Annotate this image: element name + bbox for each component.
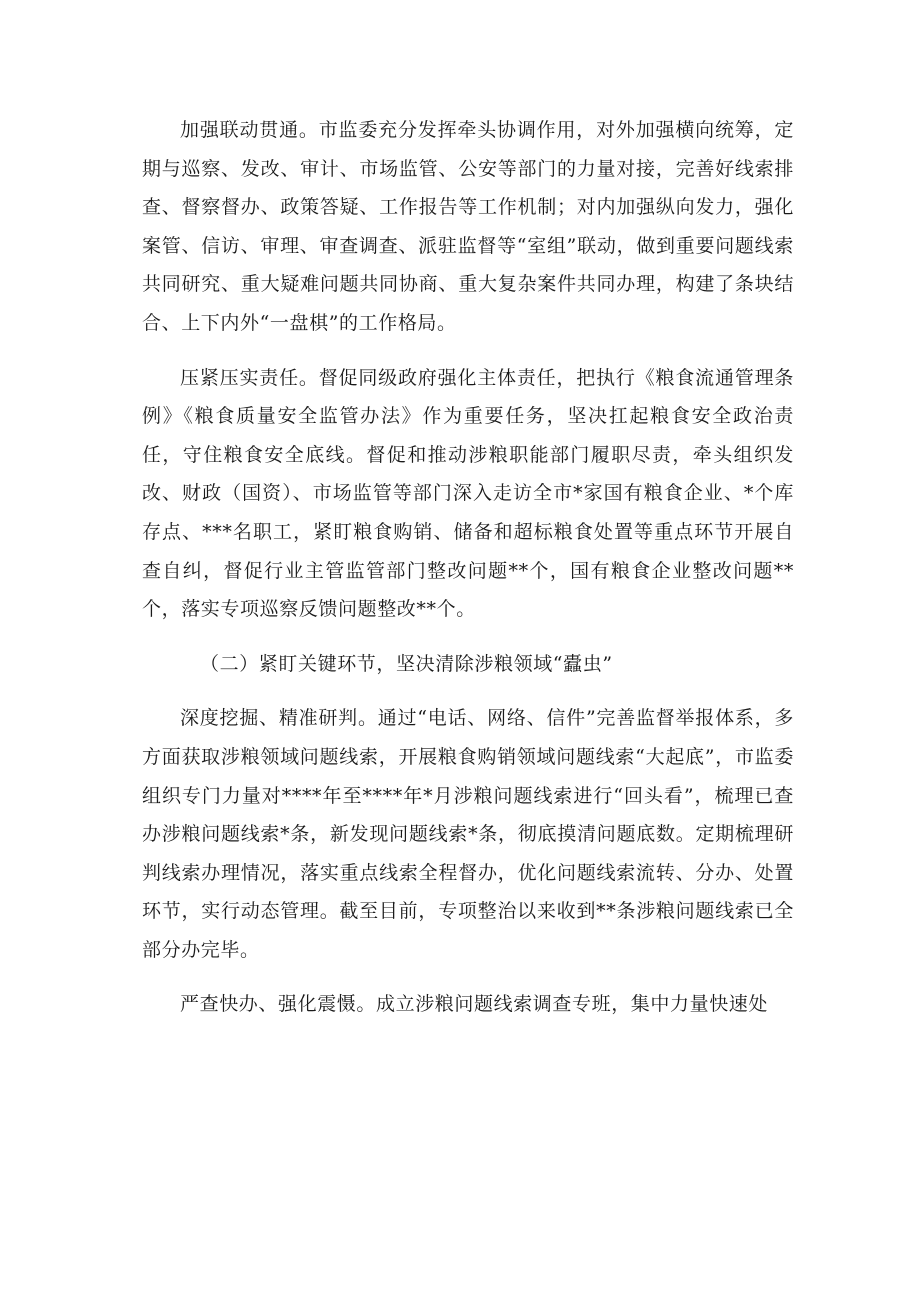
paragraph-gap (142, 969, 794, 985)
paragraph-linkage: 加强联动贯通。市监委充分发挥牵头协调作用，对外加强横向统筹，定期与巡察、发改、审计、市场监管、公安等部门的力量对接，完善好线索排查、督察督办、政策答疑、工作报告等工作机制；对内加强纵向发力，强化案管、信访、审理、审查调查、派驻监督等“室组”联动，做到重要问题线索共同研究、重大疑难问题共同协商、重大复杂案件共同办理，构建了条块结合、上下内外“一盘棋”的工作格局。 (142, 119, 794, 334)
paragraph-gap (142, 343, 794, 359)
paragraph-investigation: 深度挖掘、精准研判。通过“电话、网络、信件”完善监督举报体系，多方面获取涉粮领域问题线索，开展粮食购销领域问题线索“大起底”，市监委组织专门力量对****年至****年*月涉粮问题线索进行“回头看”，梳理已查办涉粮问题线索*条，新发现问题线索*条，彻底摸清问题底数。定期梳理研判线索办理情况，落实重点线索全程督办，优化问题线索流转、分办、处置环节，实行动态管理。截至目前，专项整治以来收到**条涉粮问题线索已全部分办完毕。 (142, 707, 794, 961)
paragraph-gap (142, 629, 794, 645)
document-page (142, 111, 794, 1024)
paragraph-enforcement: 严查快办、强化震慑。成立涉粮问题线索调查专班，集中力量快速处 (180, 993, 769, 1016)
paragraph-gap (142, 683, 794, 699)
paragraph-responsibility: 压紧压实责任。督促同级政府强化主体责任，把执行《粮食流通管理条例》《粮食质量安全监管办法》作为重要任务，坚决扛起粮食安全政治责任，守住粮食安全底线。督促和推动涉粮职能部门履职尽责，牵头组织发改、财政（国资）、市场监管等部门深入走访全市*家国有粮食企业、*个库存点、***名职工，紧盯粮食购销、储备和超标粮食处置等重点环节开展自查自纠，督促行业主管监管部门整改问题**个，国有粮食企业整改问题**个，落实专项巡察反馈问题整改**个。 (142, 366, 794, 621)
section-heading: （二）紧盯关键环节，坚决清除涉粮领域“蠹虫” (200, 652, 613, 675)
